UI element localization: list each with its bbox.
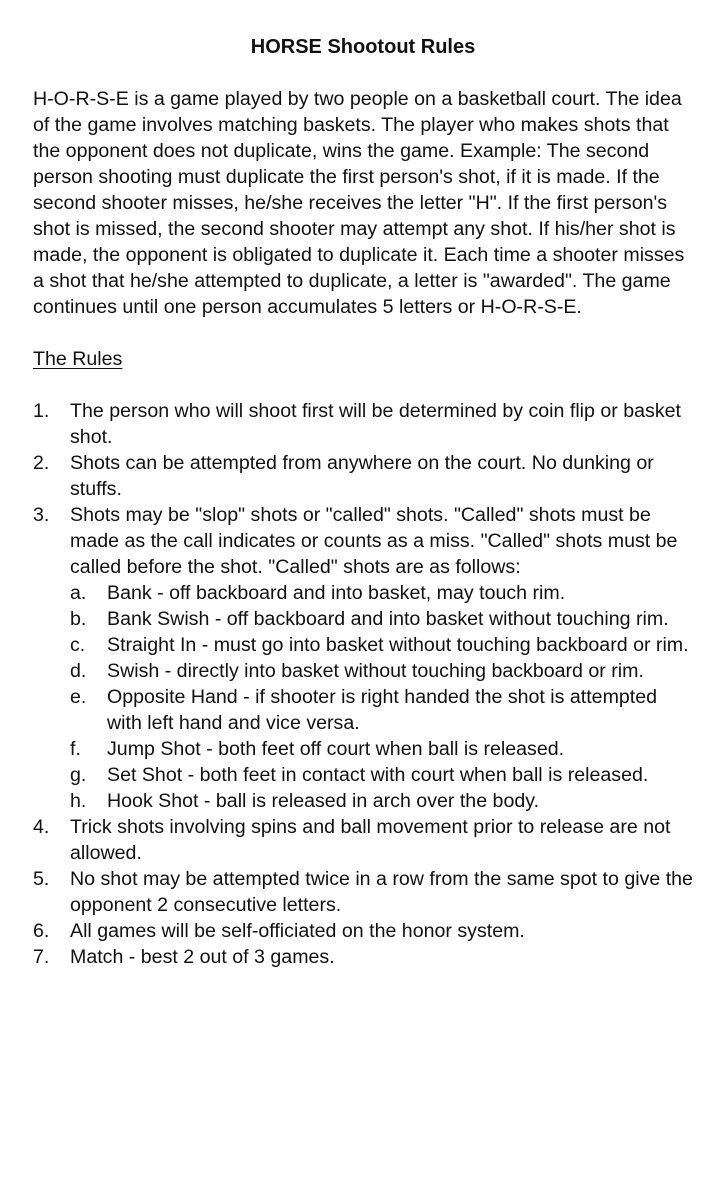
called-shot-letter: a. (70, 582, 87, 604)
called-shots-list (70, 580, 693, 814)
document-title: HORSE Shootout Rules (250, 36, 476, 58)
rule-item (33, 918, 693, 944)
rule-text: Match - best 2 out of 3 games. (70, 946, 335, 968)
rule-item (33, 866, 693, 918)
rule-number: 1. (33, 400, 50, 422)
called-shot-text: Opposite Hand - if shooter is right handed the shot is attempted with left hand and vice versa. (107, 686, 658, 734)
called-shot-item (70, 736, 693, 762)
rules-list (33, 398, 693, 970)
called-shot-text: Set Shot - both feet in contact with court when ball is released. (107, 764, 649, 786)
called-shot-text: Bank - off backboard and into basket, may touch rim. (107, 582, 566, 604)
rule-item (33, 450, 693, 502)
rule-number: 6. (33, 920, 50, 942)
rules-heading: The Rules (33, 348, 123, 370)
rule-text: All games will be self-officiated on the honor system. (70, 920, 525, 942)
intro-paragraph: H-O-R-S-E is a game played by two people on a basketball court. The idea of the game involves matching baskets. The player who makes shots that the opponent does not duplicate, wins the game. Example: The second person shooting must duplicate the first person's shot, if it is made. If the second shooter misses, he/she receives the letter "H". If the first person's shot is missed, the second shooter may attempt any shot. If his/her shot is made, the opponent is obligated to duplicate it. Each time a shooter misses a shot that he/she attempted to duplicate, a letter is "awarded". The game continues until one person accumulates 5 letters or H-O-R-S-E. (33, 88, 685, 318)
called-shot-item (70, 762, 693, 788)
called-shot-letter: g. (70, 764, 87, 786)
called-shot-text: Straight In - must go into basket without touching backboard or rim. (107, 634, 689, 656)
rule-number: 3. (33, 504, 50, 526)
rule-text: No shot may be attempted twice in a row from the same spot to give the opponent 2 consecutive letters. (70, 868, 693, 916)
called-shot-letter: d. (70, 660, 87, 682)
rule-number: 2. (33, 452, 50, 474)
rule-item (33, 814, 693, 866)
rule-text: Shots may be "slop" shots or "called" shots. "Called" shots must be made as the call indicates or counts as a miss. "Called" shots must be called before the shot. "Called" shots are as follows: (70, 504, 678, 578)
called-shot-item (70, 788, 693, 814)
called-shot-letter: f. (70, 738, 81, 760)
rule-text: The person who will shoot first will be determined by coin flip or basket shot. (70, 400, 681, 448)
called-shot-letter: c. (70, 634, 86, 656)
called-shot-letter: e. (70, 686, 87, 708)
rule-text: Shots can be attempted from anywhere on the court. No dunking or stuffs. (70, 452, 654, 500)
called-shot-item (70, 684, 693, 736)
called-shot-item (70, 580, 693, 606)
called-shot-letter: b. (70, 608, 87, 630)
called-shot-letter: h. (70, 790, 87, 812)
called-shot-item (70, 658, 693, 684)
called-shot-item (70, 606, 693, 632)
rule-item (33, 398, 693, 450)
called-shot-text: Hook Shot - ball is released in arch over the body. (107, 790, 540, 812)
called-shot-item (70, 632, 693, 658)
rule-number: 4. (33, 816, 50, 838)
rule-number: 7. (33, 946, 50, 968)
called-shot-text: Swish - directly into basket without touching backboard or rim. (107, 660, 644, 682)
document-page (33, 34, 693, 970)
rule-number: 5. (33, 868, 50, 890)
rule-item (33, 502, 693, 814)
rule-text: Trick shots involving spins and ball movement prior to release are not allowed. (70, 816, 671, 864)
rule-item (33, 944, 693, 970)
called-shot-text: Jump Shot - both feet off court when ball is released. (107, 738, 565, 760)
called-shot-text: Bank Swish - off backboard and into basket without touching rim. (107, 608, 669, 630)
